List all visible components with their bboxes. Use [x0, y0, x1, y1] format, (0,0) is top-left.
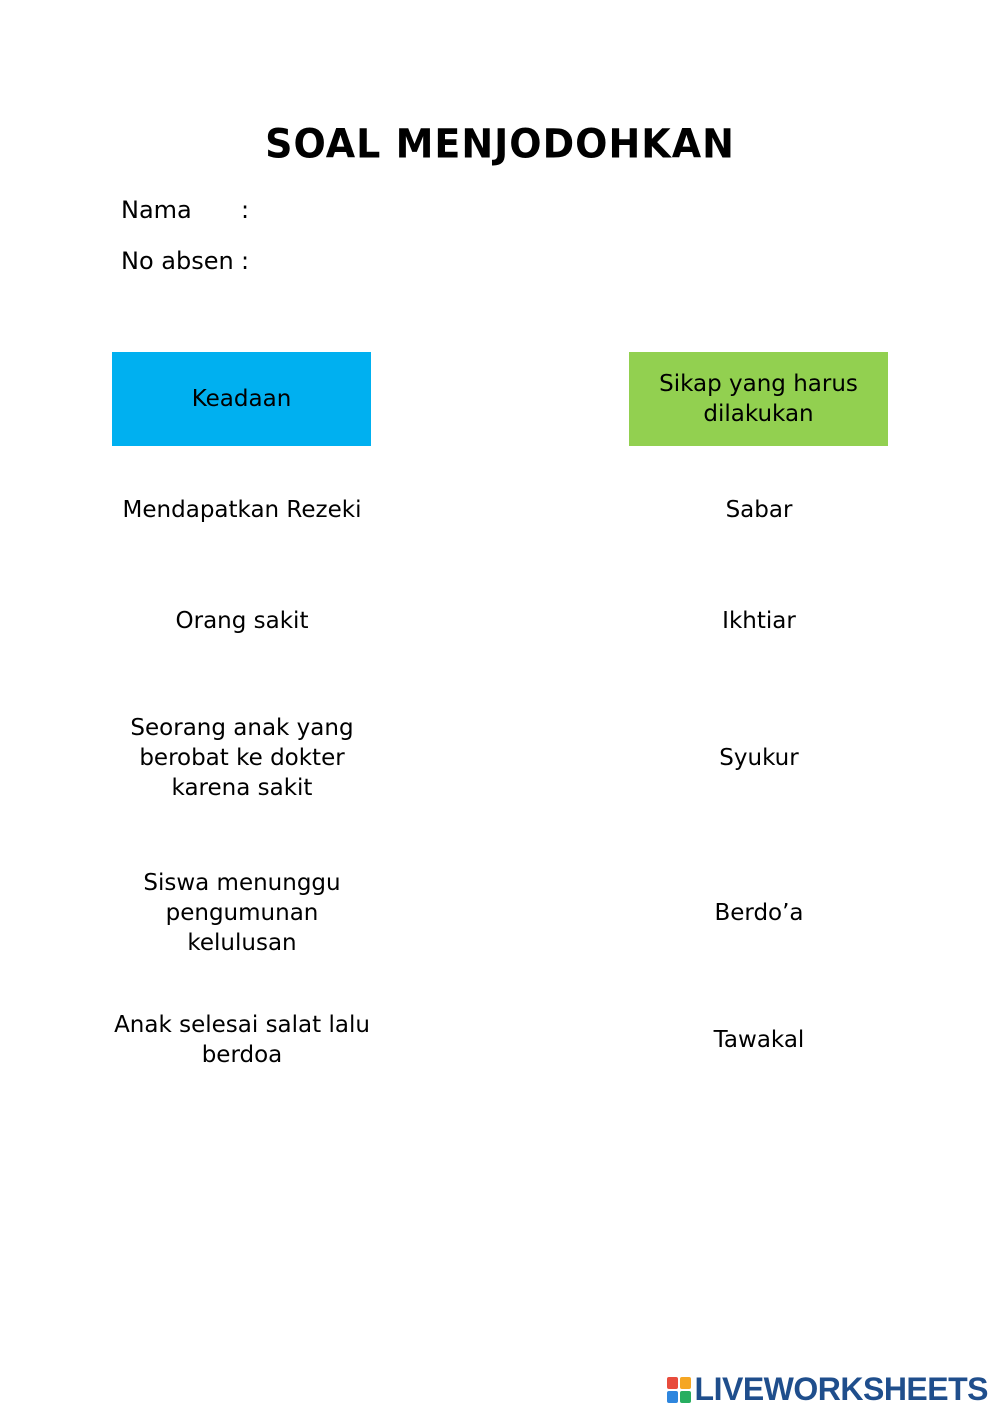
absen-field: [121, 247, 249, 275]
left-item[interactable]: Mendapatkan Rezeki: [122, 497, 362, 523]
name-label: Nama: [121, 196, 192, 224]
absen-label: No absen: [121, 247, 234, 275]
name-colon: :: [241, 196, 250, 224]
right-item[interactable]: Sabar: [725, 497, 793, 523]
left-item[interactable]: Siswa menunggu pengumunan kelulusan: [143, 870, 341, 956]
header-sikap: Sikap yang harus dilakukan: [629, 352, 888, 446]
right-item[interactable]: Ikhtiar: [722, 608, 796, 634]
right-item[interactable]: Berdo’a: [714, 900, 804, 926]
left-item[interactable]: Orang sakit: [175, 608, 309, 634]
right-item[interactable]: Syukur: [719, 745, 799, 771]
right-item[interactable]: Tawakal: [713, 1027, 805, 1053]
left-item[interactable]: Anak selesai salat lalu berdoa: [114, 1012, 370, 1068]
page-title: SOAL MENJODOHKAN: [265, 120, 735, 168]
absen-colon: :: [241, 247, 250, 275]
liveworksheets-brand: [667, 1371, 988, 1408]
liveworksheets-logo-icon: [667, 1377, 691, 1403]
brand-text: LIVEWORKSHEETS: [694, 1371, 988, 1407]
name-field: [121, 196, 249, 224]
header-keadaan: Keadaan: [112, 352, 371, 446]
left-item[interactable]: Seorang anak yang berobat ke dokter karena sakit: [130, 715, 354, 801]
